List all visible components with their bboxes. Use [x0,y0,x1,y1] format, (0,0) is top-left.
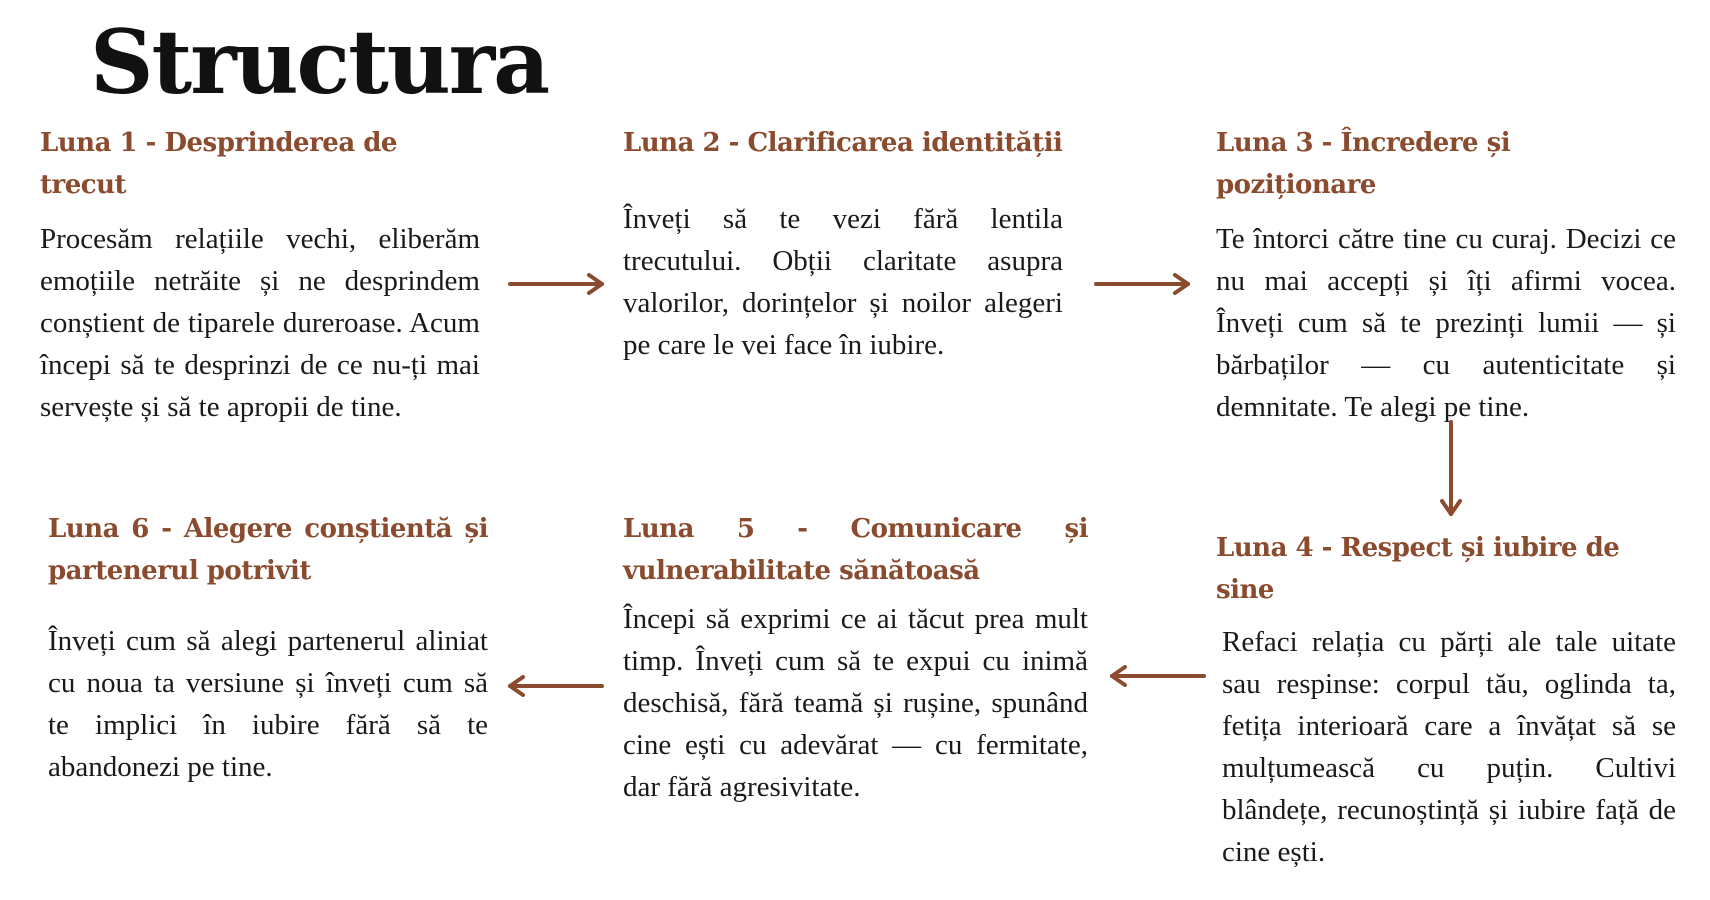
step-month-5 [623,508,1088,808]
step-month-3 [1216,122,1676,428]
step-month-6 [48,508,488,788]
arrow-left-icon [510,677,602,695]
step-heading: Luna 4 - Respect și iubire de sine [1216,533,1620,605]
step-month-4 [1216,527,1676,873]
page-title: Structura [90,10,549,114]
step-heading: Luna 3 - Încredere și poziționare [1216,128,1511,200]
step-month-1 [40,122,480,428]
step-heading: Luna 6 - Alegere conștientă și partenerul potrivit [48,514,488,586]
arrow-right-icon [510,275,602,293]
step-heading: Luna 2 - Clarificarea identității [623,128,1063,158]
step-description: Înveți să te vezi fără lentila trecutului. Obții claritate asupra valorilor, dorințelor și noilor alegeri pe care le vei face în iubire. [623,203,1063,361]
step-description: Te întorci către tine cu curaj. Decizi ce nu mai accepți și îți afirmi vocea. Înveți cum să te prezinți lumii — și bărbaților — cu autenticitate și demnitate. Te alegi pe tine. [1216,223,1676,423]
step-description: Înveți cum să alegi partenerul aliniat cu noua ta versiune și înveți cum să te implici în iubire fără să te abandonezi pe tine. [48,625,488,783]
step-description: Refaci relația cu părți ale tale uitate sau respinse: corpul tău, oglinda ta, fetița interioară care a învățat să se mulțumească cu puțin. Cultivi blândețe, recunoștință și iubire față de cine ești. [1222,626,1676,868]
arrow-right-icon [1096,275,1188,293]
step-heading: Luna 1 - Desprinderea de trecut [40,128,397,200]
arrow-down-icon [1442,422,1460,514]
step-month-2 [623,122,1063,366]
step-description: Procesăm relațiile vechi, eliberăm emoțiile netrăite și ne desprindem conștient de tiparele dureroase. Acum începi să te desprinzi de ce nu-ți mai servește și să te apropii de tine. [40,223,480,423]
arrow-left-icon [1112,667,1204,685]
step-heading: Luna 5 - Comunicare și vulnerabilitate sănătoasă [623,514,1088,586]
step-description: Începi să exprimi ce ai tăcut prea mult timp. Înveți cum să te expui cu inimă deschisă, fără teamă și rușine, spunând cine ești cu adevărat — cu fermitate, dar fără agresivitate. [623,603,1088,803]
